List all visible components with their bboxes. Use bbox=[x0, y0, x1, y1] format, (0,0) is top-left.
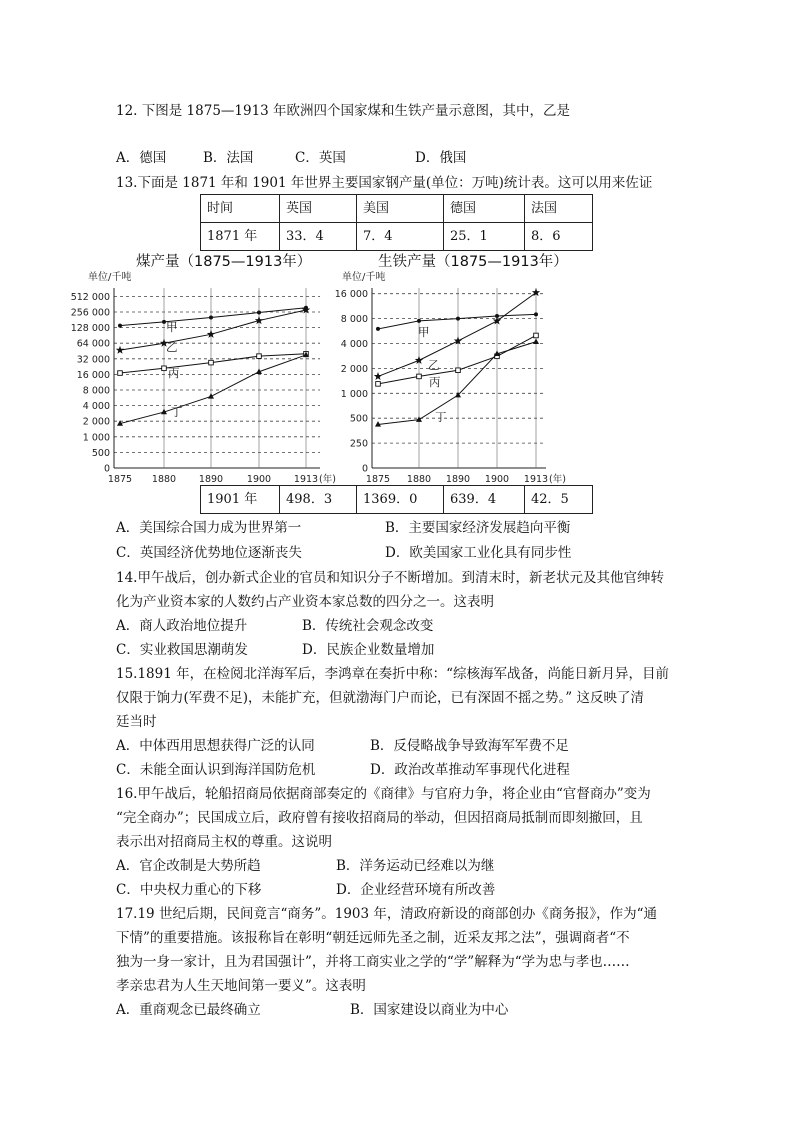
q17-option-a[interactable]: A．重商观念已最终确立 bbox=[116, 1002, 261, 1018]
y-tick-label: 16 000 bbox=[76, 369, 110, 381]
data-point bbox=[116, 346, 124, 354]
table-row bbox=[201, 223, 593, 251]
q15-option-a[interactable]: A．中体西用思想获得广泛的认同 bbox=[116, 738, 315, 754]
y-tick-label: 256 000 bbox=[70, 307, 110, 319]
q12-option-b[interactable]: B．法国 bbox=[203, 150, 254, 166]
y-tick-label: 1 000 bbox=[340, 388, 368, 400]
q13-option-b[interactable]: B．主要国家经济发展趋向平衡 bbox=[385, 520, 571, 536]
coal-production-chart bbox=[70, 268, 336, 486]
q14-stem-line1: 14.甲午战后，创办新式企业的官员和知识分子不断增加。到清末时，新老状元及其他官绅转 bbox=[116, 570, 664, 586]
data-point bbox=[118, 324, 122, 328]
table-cell: 美国 bbox=[357, 195, 444, 223]
y-tick-label: 8 000 bbox=[340, 314, 368, 326]
data-point bbox=[534, 312, 538, 316]
data-point bbox=[534, 333, 539, 338]
x-tick-label: 1900 bbox=[484, 474, 510, 485]
q13-option-c[interactable]: C．英国经济优势地位逐渐丧失 bbox=[116, 545, 302, 561]
y-axis-label: 单位/千吨 bbox=[342, 272, 386, 283]
q16-stem-line3: 表示出对招商局主权的尊重。这说明 bbox=[116, 834, 332, 850]
table-cell: 639．4 bbox=[444, 486, 525, 514]
x-tick-label: 1880 bbox=[406, 474, 432, 485]
x-tick-label: 1890 bbox=[198, 474, 224, 485]
data-point bbox=[533, 338, 539, 344]
q15-option-b[interactable]: B．反侵略战争导致海军军费不足 bbox=[370, 738, 569, 754]
table-cell: 1871 年 bbox=[201, 223, 280, 251]
series-label: 乙 bbox=[166, 340, 178, 354]
data-point bbox=[162, 366, 167, 371]
q15-option-c[interactable]: C．未能全面认识到海洋国防危机 bbox=[116, 762, 316, 778]
series-line-丁 bbox=[378, 342, 536, 425]
table-cell: 英国 bbox=[280, 195, 357, 223]
data-point bbox=[374, 372, 382, 380]
q16-option-a[interactable]: A．官企改制是大势所趋 bbox=[116, 858, 261, 874]
table-cell: 25．1 bbox=[444, 223, 525, 251]
data-point bbox=[416, 416, 422, 422]
series-label: 乙 bbox=[428, 358, 440, 372]
q17-stem-line4: 孝亲忠君为人生天地间第一要义”。这表明 bbox=[116, 978, 366, 994]
table-cell: 42．5 bbox=[525, 486, 593, 514]
q14-stem-line2: 化为产业资本家的人数约占产业资本家总数的四分之一。这表明 bbox=[116, 594, 494, 610]
x-tick-label: 1913 bbox=[523, 474, 549, 485]
iron-production-chart bbox=[332, 268, 564, 486]
table-cell: 德国 bbox=[444, 195, 525, 223]
iron-chart-title: 生铁产量（1875—1913年） bbox=[378, 254, 568, 270]
q16-option-d[interactable]: D．企业经营环境有所改善 bbox=[336, 882, 496, 898]
x-tick-label: 1875 bbox=[365, 474, 391, 485]
q15-stem-line1: 15.1891 年，在检阅北洋海军后，李鸿章在奏折中称：“综核海军战备，尚能日新月异，目前 bbox=[116, 666, 670, 682]
series-line-乙 bbox=[378, 293, 536, 377]
q16-option-c[interactable]: C．中央权力重心的下移 bbox=[116, 882, 262, 898]
x-axis-unit: (年) bbox=[549, 474, 566, 485]
q12-option-c[interactable]: C．英国 bbox=[295, 150, 346, 166]
q12-option-d[interactable]: D．俄国 bbox=[415, 150, 467, 166]
x-tick-label: 1875 bbox=[107, 474, 133, 485]
table-cell: 1369．0 bbox=[357, 486, 444, 514]
q14-option-a[interactable]: A．商人政治地位提升 bbox=[116, 618, 248, 634]
q12-option-a[interactable]: A．德国 bbox=[116, 150, 167, 166]
series-line-甲 bbox=[378, 314, 536, 329]
y-tick-label: 0 bbox=[103, 463, 110, 475]
coal-chart-title: 煤产量（1875—1913年） bbox=[136, 254, 312, 270]
q13-option-d[interactable]: D．欧美国家工业化具有同步性 bbox=[385, 545, 572, 561]
series-label: 丁 bbox=[435, 410, 447, 424]
q14-option-b[interactable]: B．传统社会观念改变 bbox=[302, 618, 434, 634]
q15-option-d[interactable]: D．政治改革推动军事现代化进程 bbox=[370, 762, 570, 778]
steel-table-1871 bbox=[200, 194, 593, 251]
y-tick-label: 64 000 bbox=[76, 338, 110, 350]
data-point bbox=[417, 374, 422, 379]
data-point bbox=[456, 368, 461, 373]
q17-option-b[interactable]: B．国家建设以商业为中心 bbox=[350, 1002, 509, 1018]
y-tick-label: 4 000 bbox=[340, 339, 368, 350]
q17-stem-line2: 下情”的重要措施。该报称旨在彰明“朝廷远师先圣之制，近采友邦之法”，强调商者“不 bbox=[116, 930, 630, 946]
table-cell: 498．3 bbox=[280, 486, 357, 514]
q16-stem-line1: 16.甲午战后，轮船招商局依据商部奏定的《商律》与官府力争，将企业由“官督商办”变为 bbox=[116, 786, 651, 802]
y-tick-label: 8 000 bbox=[82, 385, 110, 397]
table-cell: 33．4 bbox=[280, 223, 357, 251]
series-label: 甲 bbox=[418, 325, 430, 339]
q15-stem-line3: 廷当时 bbox=[116, 714, 157, 730]
data-point bbox=[417, 319, 421, 323]
q17-stem-line1: 17.19 世纪后期，民间竟言“商务”。1903 年，清政府新设的商部创办《商务报》，作为“通 bbox=[116, 906, 658, 922]
q13-option-a[interactable]: A．美国综合国力成为世界第一 bbox=[116, 520, 302, 536]
series-label: 丙 bbox=[429, 375, 441, 389]
x-tick-label: 1880 bbox=[151, 474, 177, 485]
q16-option-b[interactable]: B．洋务运动已经难以为继 bbox=[336, 858, 495, 874]
data-point bbox=[257, 354, 262, 359]
q13-stem: 13.下面是 1871 年和 1901 年世界主要国家钢产量(单位：万吨)统计表。这可以用来佐证 bbox=[116, 175, 653, 191]
y-axis-label: 单位/千吨 bbox=[88, 272, 132, 283]
x-tick-label: 1913 bbox=[293, 474, 319, 485]
table-cell: 1901 年 bbox=[201, 486, 280, 514]
y-tick-label: 512 000 bbox=[70, 291, 110, 303]
series-label: 甲 bbox=[166, 320, 178, 334]
y-tick-label: 500 bbox=[349, 413, 368, 425]
y-tick-label: 0 bbox=[361, 463, 368, 475]
data-point bbox=[376, 382, 381, 387]
series-line-乙 bbox=[120, 310, 306, 350]
data-point bbox=[257, 311, 261, 315]
data-point bbox=[456, 317, 460, 321]
table-cell: 法国 bbox=[525, 195, 593, 223]
q15-stem-line2: 仅限于饷力(军费不足)，未能扩充，但就渤海门户而论，已有深固不摇之势。” 这反映了清 bbox=[116, 690, 644, 706]
y-tick-label: 16 000 bbox=[334, 289, 368, 301]
table-cell: 时间 bbox=[201, 195, 280, 223]
q14-option-d[interactable]: D．民族企业数量增加 bbox=[302, 642, 435, 658]
table-cell: 7．4 bbox=[357, 223, 444, 251]
y-tick-label: 2 000 bbox=[340, 363, 368, 375]
y-tick-label: 2 000 bbox=[82, 416, 110, 428]
series-label: 丁 bbox=[171, 405, 183, 419]
y-tick-label: 4 000 bbox=[82, 401, 110, 413]
q16-stem-line2: “完全商办”；民国成立后，政府曾有接收招商局的举动，但因招商局抵制而即刻撤回，且 bbox=[116, 810, 643, 826]
q12-stem: 12. 下图是 1875—1913 年欧洲四个国家煤和生铁产量示意图，其中，乙是 bbox=[116, 103, 571, 119]
table-cell: 8．6 bbox=[525, 223, 593, 251]
q14-option-c[interactable]: C．实业救国思潮萌发 bbox=[116, 642, 248, 658]
series-label: 丙 bbox=[168, 366, 180, 380]
q17-stem-line3: 独为一身一家计，且为君国强计”，并将工商实业之学的“学”解释为“学为忠与孝也…… bbox=[116, 954, 630, 970]
steel-table-1901 bbox=[200, 485, 593, 514]
y-tick-label: 250 bbox=[349, 438, 368, 450]
data-point bbox=[209, 316, 213, 320]
y-tick-label: 32 000 bbox=[76, 354, 110, 366]
data-point bbox=[118, 371, 123, 376]
table-header-row bbox=[201, 195, 593, 223]
y-tick-label: 128 000 bbox=[70, 323, 110, 335]
x-axis-unit: (年) bbox=[319, 474, 336, 485]
x-tick-label: 1900 bbox=[246, 474, 272, 485]
data-point bbox=[209, 360, 214, 365]
x-tick-label: 1890 bbox=[445, 474, 471, 485]
data-point bbox=[376, 327, 380, 331]
y-tick-label: 500 bbox=[91, 447, 110, 459]
y-tick-label: 1 000 bbox=[82, 432, 110, 444]
table-row bbox=[201, 486, 593, 514]
